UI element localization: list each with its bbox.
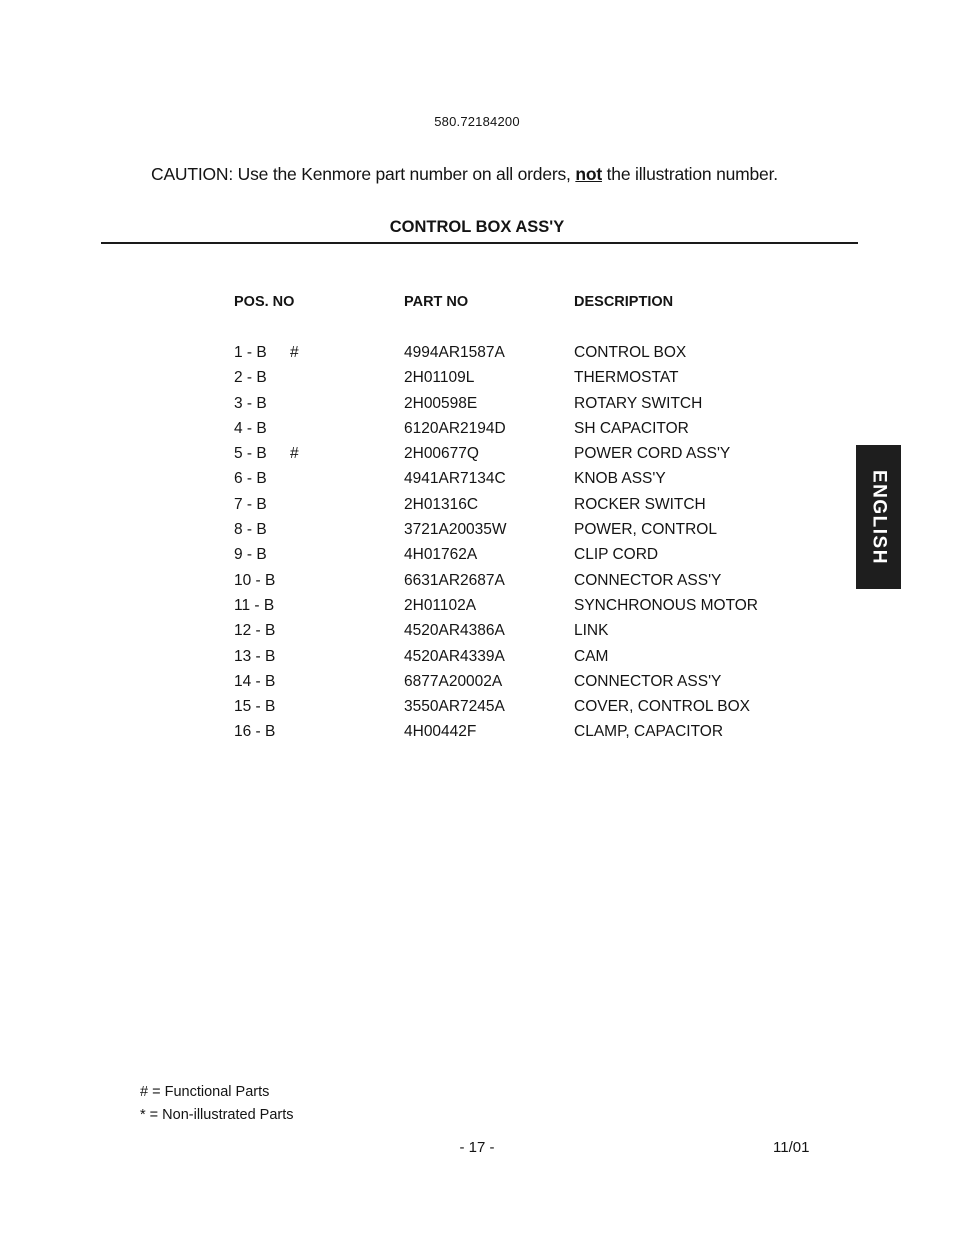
part-description: CLIP CORD	[574, 546, 659, 564]
legend-functional: # = Functional Parts	[140, 1084, 270, 1100]
parts-list	[0, 341, 954, 746]
revision-date: 11/01	[773, 1139, 810, 1156]
part-description: KNOB ASS'Y	[574, 470, 666, 488]
functional-mark: #	[290, 445, 299, 463]
part-description: LINK	[574, 622, 609, 640]
part-number: 4994AR1587A	[404, 344, 505, 361]
part-number: 4941AR7134C	[404, 470, 506, 488]
pos-number: 10 - B	[234, 571, 276, 589]
caution-lead: CAUTION: Use the Kenmore part number on all orders,	[151, 164, 576, 184]
parts-row	[0, 645, 954, 670]
parts-row	[0, 569, 954, 594]
part-description: CONTROL BOX	[574, 344, 687, 361]
language-tab	[856, 445, 901, 589]
parts-row	[0, 417, 954, 442]
pos-number: 13 - B	[234, 647, 276, 665]
pos-number: 15 - B	[234, 698, 276, 716]
section-title: CONTROL BOX ASS'Y	[389, 218, 565, 236]
pos-number: 5 - B	[234, 445, 267, 463]
column-header-part: PART NO	[404, 294, 469, 310]
part-description: COVER, CONTROL BOX	[574, 698, 750, 716]
language-tab-label: ENGLISH	[868, 469, 890, 565]
part-description: CONNECTOR ASS'Y	[574, 571, 722, 589]
part-description: THERMOSTAT	[574, 369, 679, 387]
parts-row	[0, 720, 954, 745]
legend-non-illustrated: * = Non-illustrated Parts	[140, 1107, 294, 1123]
part-number: 4520AR4386A	[404, 622, 505, 640]
part-number: 2H01316C	[404, 495, 479, 513]
model-number: 580.72184200	[434, 114, 520, 129]
part-number: 6120AR2194D	[404, 419, 506, 437]
part-number: 4520AR4339A	[404, 647, 505, 665]
column-header-pos: POS. NO	[234, 294, 295, 310]
pos-number: 1 - B	[234, 344, 267, 361]
part-description: SH CAPACITOR	[574, 419, 689, 437]
parts-row	[0, 695, 954, 720]
pos-number: 2 - B	[234, 369, 267, 387]
functional-mark: #	[290, 344, 299, 361]
part-number: 2H00598E	[404, 394, 478, 412]
part-description: POWER, CONTROL	[574, 521, 717, 539]
part-number: 4H00442F	[404, 723, 477, 741]
pos-number: 16 - B	[234, 723, 276, 741]
part-description: CONNECTOR ASS'Y	[574, 672, 722, 690]
part-description: CAM	[574, 647, 609, 665]
parts-row	[0, 392, 954, 417]
parts-row	[0, 518, 954, 543]
parts-row	[0, 442, 954, 467]
pos-number: 7 - B	[234, 495, 267, 513]
part-number: 2H00677Q	[404, 445, 479, 463]
pos-number: 9 - B	[234, 546, 267, 564]
column-header-description: DESCRIPTION	[574, 294, 674, 310]
parts-row	[0, 493, 954, 518]
caution-tail: the illustration number.	[601, 164, 778, 184]
parts-row	[0, 594, 954, 619]
page-number: - 17 -	[459, 1139, 495, 1156]
parts-row	[0, 366, 954, 391]
part-number: 2H01102A	[404, 596, 477, 614]
part-description: ROTARY SWITCH	[574, 394, 703, 412]
parts-row	[0, 341, 954, 366]
part-description: SYNCHRONOUS MOTOR	[574, 596, 759, 614]
part-description: CLAMP, CAPACITOR	[574, 723, 724, 741]
part-number: 2H01109L	[404, 369, 475, 387]
part-number: 3550AR7245A	[404, 698, 505, 716]
part-number: 6631AR2687A	[404, 571, 505, 589]
part-description: POWER CORD ASS'Y	[574, 445, 731, 463]
pos-number: 14 - B	[234, 672, 276, 690]
parts-row	[0, 467, 954, 492]
pos-number: 6 - B	[234, 470, 267, 488]
parts-row	[0, 670, 954, 695]
pos-number: 12 - B	[234, 622, 276, 640]
parts-row	[0, 619, 954, 644]
pos-number: 4 - B	[234, 419, 267, 437]
title-divider	[101, 242, 858, 244]
parts-row	[0, 543, 954, 568]
pos-number: 3 - B	[234, 394, 267, 412]
part-number: 4H01762A	[404, 546, 478, 564]
part-number: 3721A20035W	[404, 521, 507, 539]
pos-number: 8 - B	[234, 521, 267, 539]
pos-number: 11 - B	[234, 596, 275, 614]
part-number: 6877A20002A	[404, 672, 503, 690]
caution-emphasis: not	[575, 164, 602, 184]
part-description: ROCKER SWITCH	[574, 495, 706, 513]
caution-note	[151, 164, 778, 185]
